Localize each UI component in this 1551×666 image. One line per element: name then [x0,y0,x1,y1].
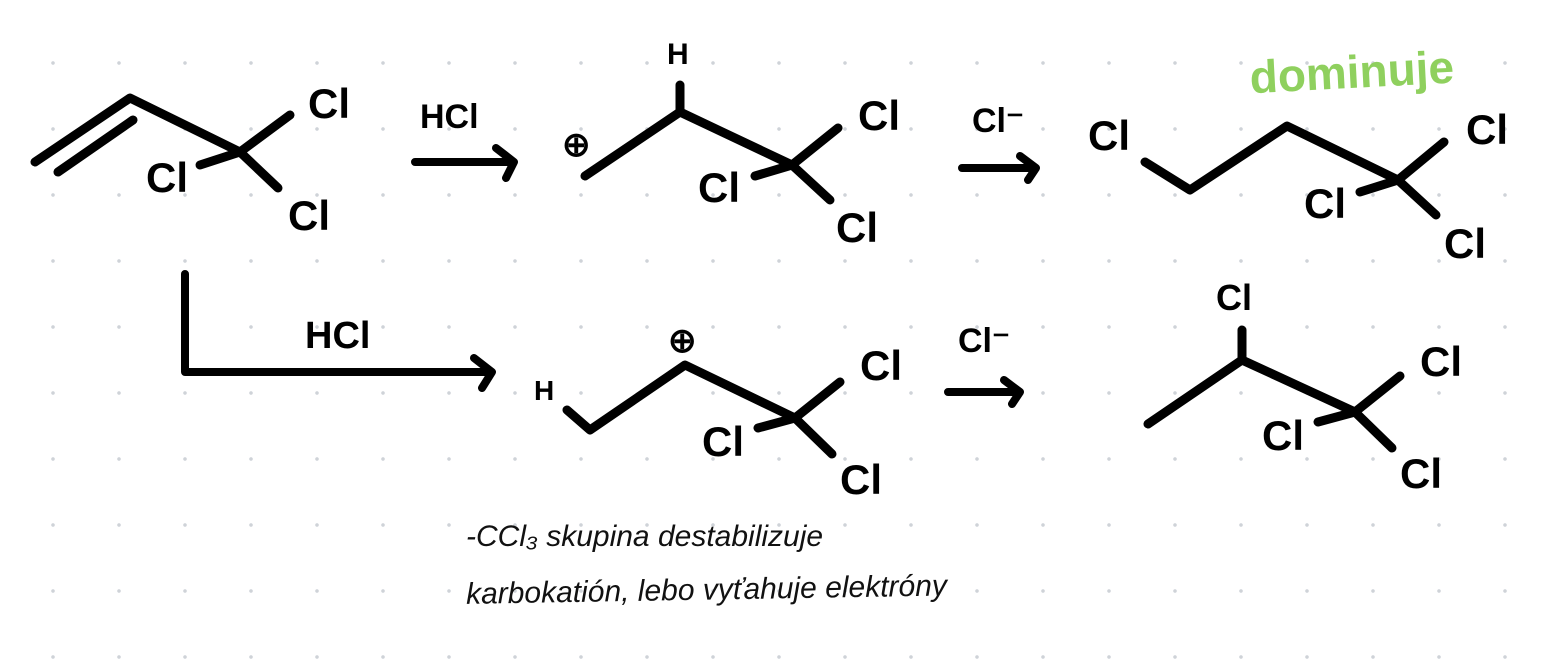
explanation-note [466,520,949,611]
intermediate-lower-cl-top: Cl [860,342,902,389]
reactant-cl-bottom: Cl [288,192,330,239]
product-lower-cl-left: Cl [1262,412,1304,459]
product-upper-ccl-3 [1360,180,1398,192]
arrow-lower-2 [948,380,1020,404]
intermediate-upper-ccl-2 [792,165,830,200]
cation-charge-lower: ⊕ [668,322,697,360]
product-lower-ccl-3 [1318,412,1355,422]
note-line-2: karbokatión, lebo vyťahuje elektróny [465,569,948,611]
intermediate-lower-skeleton [567,365,795,430]
intermediate-upper-cl-left: Cl [698,164,740,211]
arrow-hcl-upper [415,98,514,178]
intermediate-lower-cl-bottom: Cl [840,456,882,503]
intermediate-lower-carbocation [534,322,902,503]
intermediate-upper-carbocation [562,38,900,251]
intermediate-lower-ccl-1 [795,382,840,418]
intermediate-upper-cl-bottom: Cl [836,204,878,251]
product-lower-skeleton [1148,360,1355,424]
product-upper-ccl-1 [1398,142,1444,180]
reagent-hcl-upper: HCl [420,98,479,136]
reactant-ccl-bond-3 [200,152,240,165]
product-lower-cl-top-center: Cl [1216,277,1252,318]
arrow-chloride-upper [962,102,1036,180]
product-upper-cl-bottom: Cl [1444,220,1486,267]
product-lower-cl-bottom: Cl [1400,450,1442,497]
arrow-upper-1 [415,148,514,178]
product-lower [1148,277,1462,497]
intermediate-lower-ccl-3 [758,418,795,428]
reactant-ccl-bond-1 [240,115,290,152]
intermediate-lower-cl-left: Cl [702,418,744,465]
product-upper-cl-left: Cl [1304,180,1346,227]
reactant-cl-left: Cl [146,154,188,201]
product-lower-ccl-1 [1355,376,1400,412]
intermediate-lower-ccl-2 [795,418,832,454]
product-lower-ccl-2 [1355,412,1392,448]
arrow-upper-2 [962,156,1036,180]
arrow-chloride-lower [948,322,1020,404]
reagent-chloride-lower: Cl⁻ [958,322,1010,360]
product-upper-cl-end: Cl [1088,112,1130,159]
intermediate-lower-h: H [534,375,555,406]
dominant-label: dominuje [1248,40,1456,104]
reactant-double-bond [58,120,133,172]
intermediate-upper-ccl-3 [755,165,792,176]
intermediate-upper-skeleton [585,112,792,176]
cation-charge-upper: ⊕ [562,126,591,164]
product-lower-cl-top: Cl [1420,338,1462,385]
reactant-cl-top: Cl [308,80,350,127]
intermediate-upper-h: H [667,38,689,71]
reactant-trichloropropene [35,80,350,239]
reactant-skeleton [35,98,240,162]
reactant-ccl-bond-2 [240,152,278,188]
arrow-hcl-lower [185,274,492,388]
intermediate-upper-cl-top: Cl [858,92,900,139]
note-line-1: -CCl₃ skupina destabilizuje [466,520,824,553]
product-upper-skeleton [1145,126,1398,190]
product-upper-ccl-2 [1398,180,1436,215]
reagent-hcl-lower: HCl [305,315,371,357]
product-upper-cl-top: Cl [1466,106,1508,153]
reagent-chloride-upper: Cl⁻ [972,102,1024,140]
intermediate-upper-ccl-1 [792,128,838,165]
product-upper [1088,41,1508,267]
